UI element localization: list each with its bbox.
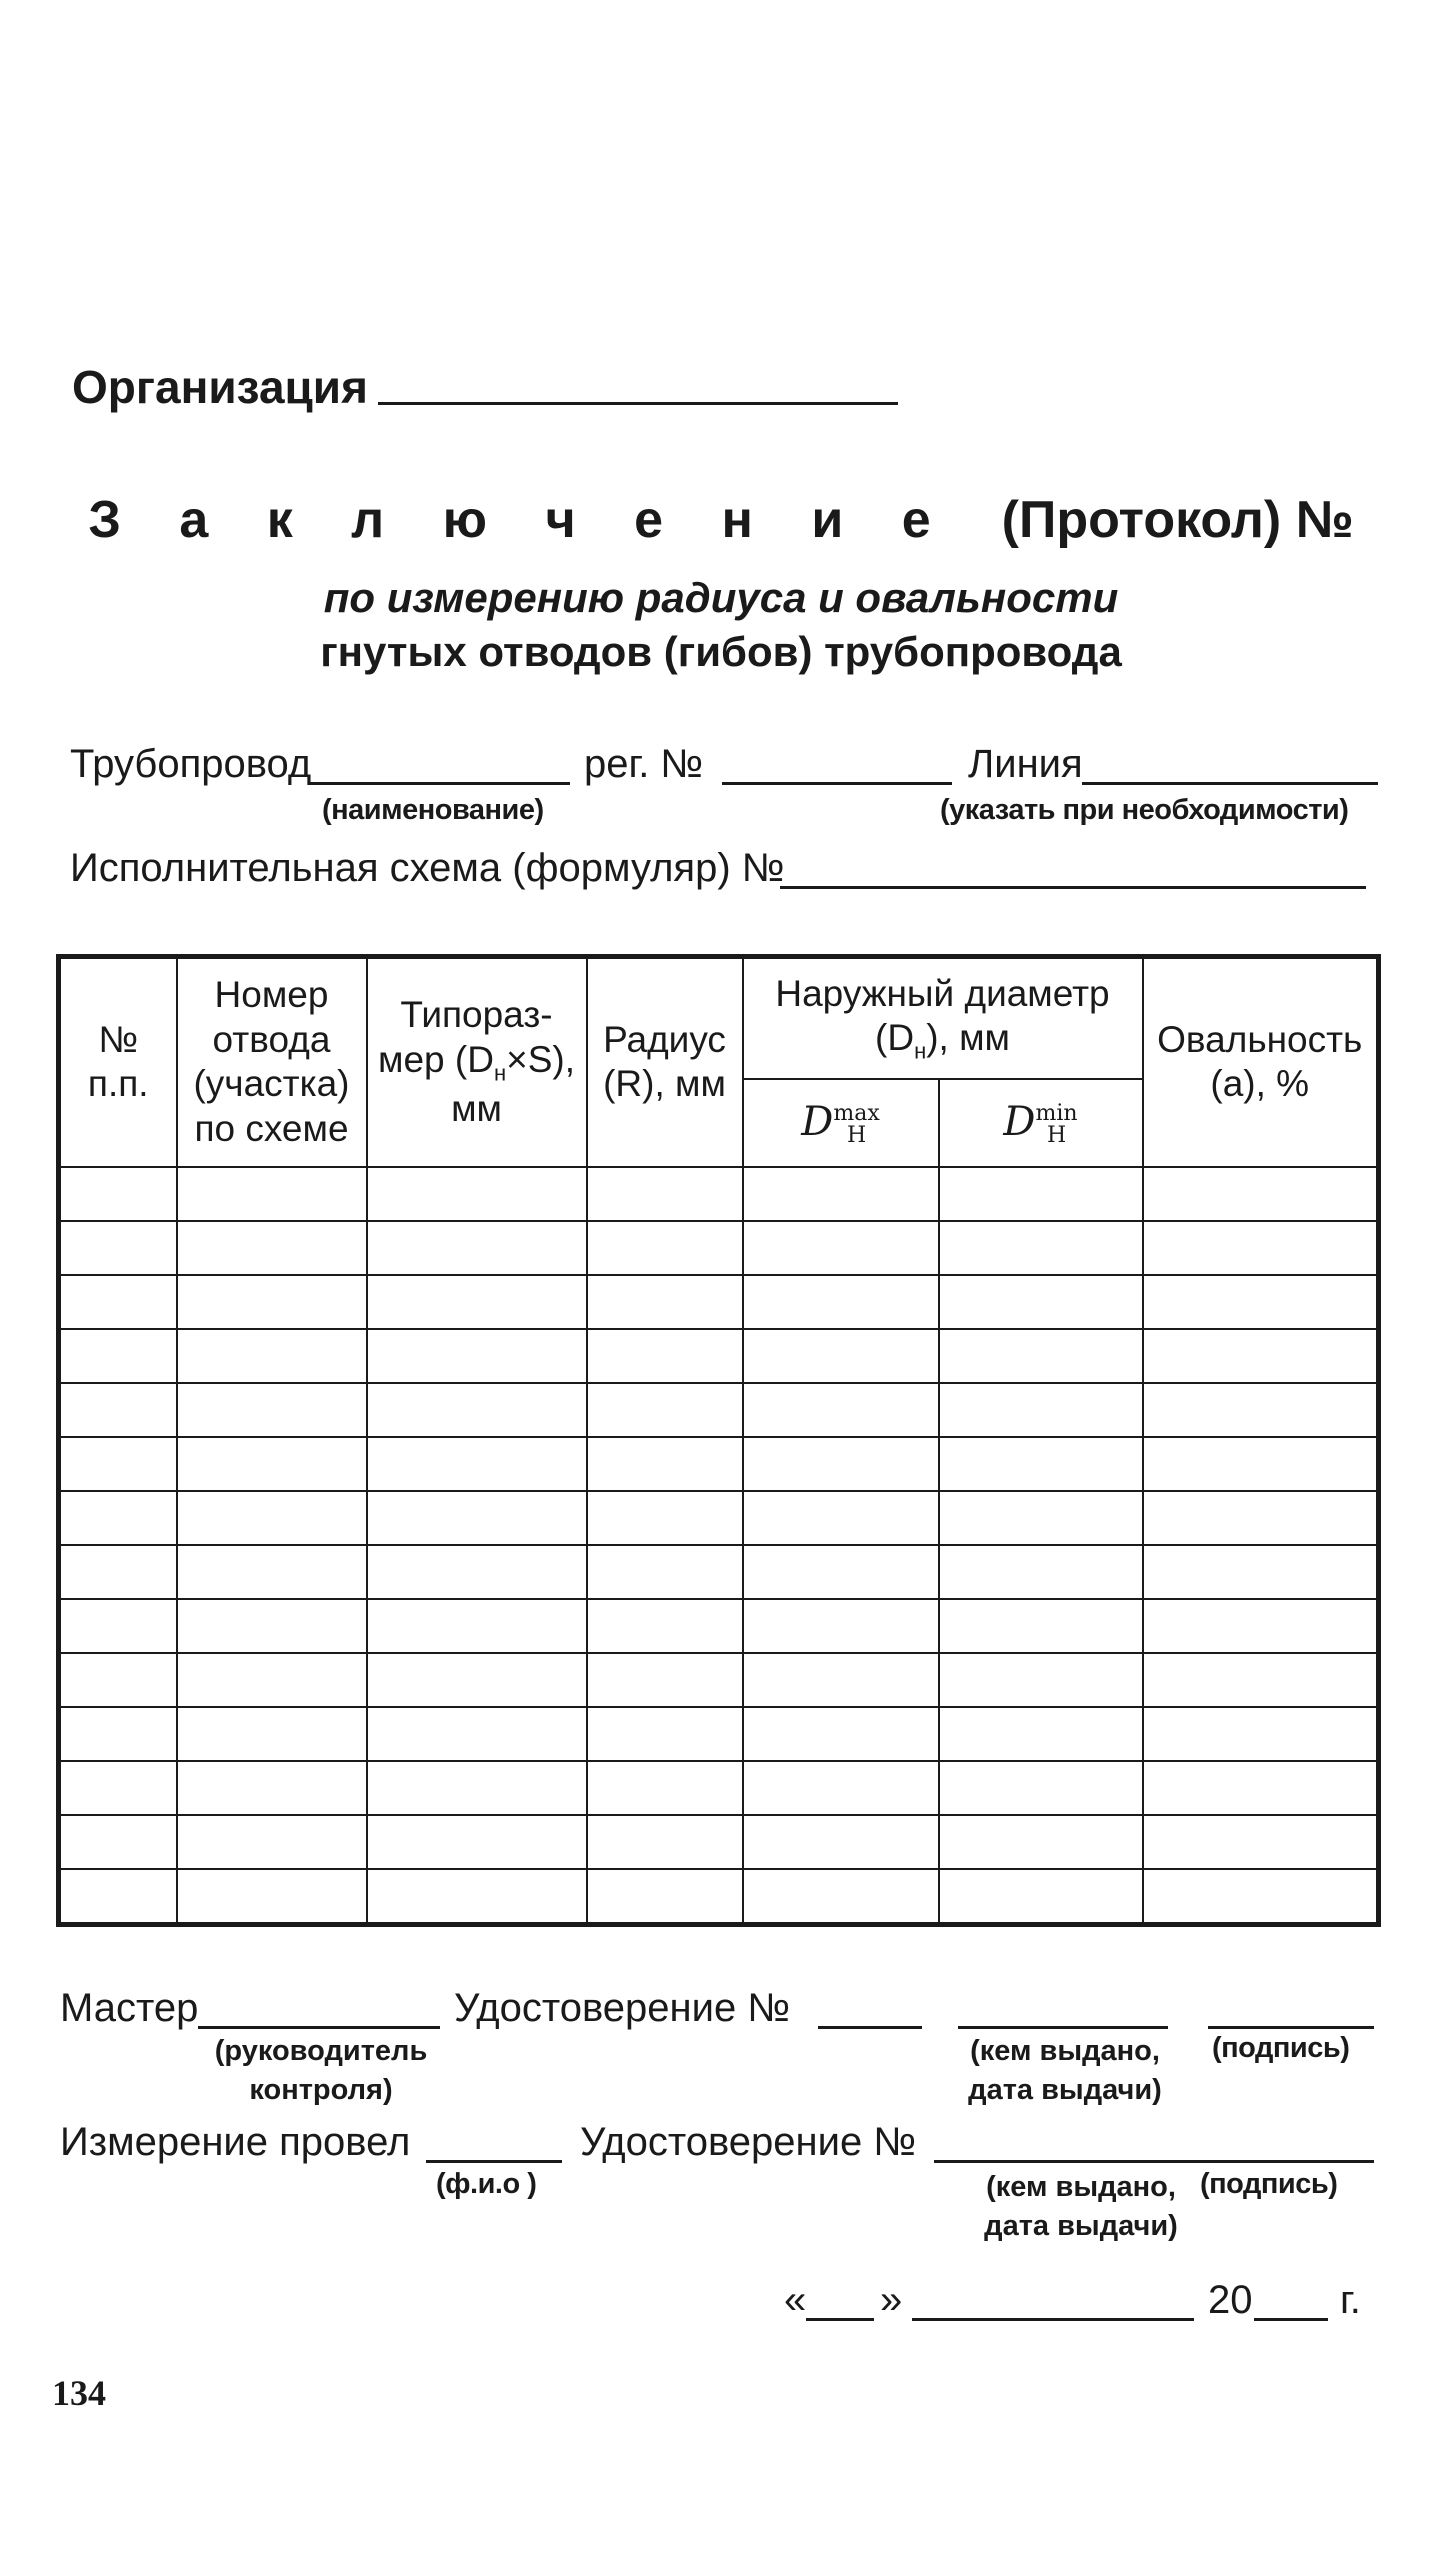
table-cell[interactable]: [177, 1815, 367, 1869]
measured-label: Измерение провел: [60, 2120, 411, 2164]
table-cell[interactable]: [1143, 1437, 1379, 1491]
sign-hint-1: (подпись): [1212, 2032, 1350, 2064]
table-row: [59, 1761, 1379, 1815]
table-cell[interactable]: [939, 1761, 1143, 1815]
line-label: Линия: [968, 742, 1083, 786]
table-cell[interactable]: [587, 1437, 743, 1491]
table-cell[interactable]: [743, 1329, 939, 1383]
table-row: [59, 1653, 1379, 1707]
table-cell[interactable]: [939, 1599, 1143, 1653]
master-label: Мастер: [60, 1986, 199, 2030]
table-cell[interactable]: [367, 1815, 587, 1869]
header-radius-line2: (R), мм: [603, 1063, 726, 1105]
line-hint: (указать при необходимости): [940, 794, 1349, 826]
table-row: [59, 1437, 1379, 1491]
organization-field[interactable]: [378, 402, 898, 405]
table-cell[interactable]: [587, 1167, 743, 1221]
table-cell[interactable]: [1143, 1221, 1379, 1275]
signature-field-1[interactable]: [1208, 2026, 1374, 2029]
table-cell[interactable]: [59, 1167, 177, 1221]
organization-label: Организация: [72, 361, 368, 413]
table-cell[interactable]: [177, 1437, 367, 1491]
table-cell[interactable]: [177, 1653, 367, 1707]
header-branch: [177, 957, 367, 1167]
table-cell[interactable]: [177, 1707, 367, 1761]
table-cell[interactable]: [177, 1167, 367, 1221]
table-cell[interactable]: [59, 1383, 177, 1437]
header-branch-line1: Номер: [214, 974, 329, 1016]
table-cell[interactable]: [1143, 1707, 1379, 1761]
table-cell[interactable]: [743, 1869, 939, 1925]
table-cell[interactable]: [1143, 1761, 1379, 1815]
date-day-field[interactable]: [806, 2318, 874, 2321]
table-row: [59, 1491, 1379, 1545]
table-cell[interactable]: [743, 1761, 939, 1815]
table-cell[interactable]: [177, 1275, 367, 1329]
table-cell[interactable]: [1143, 1491, 1379, 1545]
table-cell[interactable]: [1143, 1275, 1379, 1329]
table-cell[interactable]: [367, 1167, 587, 1221]
table-cell[interactable]: [59, 1599, 177, 1653]
header-size-line3: мм: [451, 1087, 502, 1129]
table-cell[interactable]: [59, 1869, 177, 1925]
header-radius: [587, 957, 743, 1167]
fio-hint: (ф.и.о ): [436, 2168, 537, 2200]
table-cell[interactable]: [1143, 1869, 1379, 1925]
table-cell[interactable]: [587, 1761, 743, 1815]
pipeline-name-field[interactable]: [310, 782, 570, 785]
issued-field-1[interactable]: [958, 2026, 1168, 2029]
table-cell[interactable]: [367, 1707, 587, 1761]
table-cell[interactable]: [177, 1221, 367, 1275]
measurement-table: [56, 954, 1381, 1927]
issued-hint-1: (кем выдано, дата выдачи): [968, 2035, 1162, 2107]
table-cell[interactable]: [59, 1653, 177, 1707]
date-year-suffix: г.: [1340, 2278, 1361, 2322]
table-cell[interactable]: [587, 1383, 743, 1437]
table-cell[interactable]: [587, 1599, 743, 1653]
table-cell[interactable]: [1143, 1653, 1379, 1707]
page-number: 134: [52, 2373, 106, 2413]
table-row: [59, 1815, 1379, 1869]
table-cell[interactable]: [1143, 1167, 1379, 1221]
table-cell[interactable]: [939, 1815, 1143, 1869]
table-cell[interactable]: [177, 1383, 367, 1437]
header-ovality-line1: Овальность: [1157, 1018, 1363, 1060]
table-cell[interactable]: [1143, 1329, 1379, 1383]
table-cell[interactable]: [59, 1275, 177, 1329]
header-size-line2: мер $(D_н\times S)$,: [378, 1038, 575, 1086]
table-cell[interactable]: [587, 1491, 743, 1545]
table-cell[interactable]: [939, 1329, 1143, 1383]
table-cell[interactable]: [743, 1383, 939, 1437]
table-cell[interactable]: [743, 1221, 939, 1275]
title-line3: гнутых отводов (гибов) трубопровода: [320, 628, 1122, 675]
table-cell[interactable]: [587, 1815, 743, 1869]
scheme-number-field[interactable]: [780, 886, 1366, 889]
title-line2: по измерению радиуса и овальности: [323, 574, 1119, 621]
table-cell[interactable]: [177, 1329, 367, 1383]
table-cell[interactable]: [939, 1491, 1143, 1545]
table-cell[interactable]: [587, 1707, 743, 1761]
table-cell[interactable]: [587, 1275, 743, 1329]
table-cell[interactable]: [59, 1815, 177, 1869]
table-cell[interactable]: [939, 1221, 1143, 1275]
table-cell[interactable]: [587, 1545, 743, 1599]
table-cell[interactable]: [743, 1275, 939, 1329]
scheme-label: Исполнительная схема (формуляр) №: [70, 846, 785, 890]
date-year-prefix: 20: [1208, 2278, 1253, 2322]
table-row: [59, 1599, 1379, 1653]
master-field[interactable]: [198, 2026, 440, 2029]
table-cell[interactable]: [367, 1437, 587, 1491]
header-branch-line4: по схеме: [194, 1107, 349, 1149]
document-title: [0, 490, 1442, 550]
table-cell[interactable]: [59, 1761, 177, 1815]
cert-label-2: Удостоверение №: [580, 2120, 917, 2164]
table-cell[interactable]: [177, 1491, 367, 1545]
header-ovality-line2: (a), %: [1210, 1063, 1310, 1105]
table-cell[interactable]: [1143, 1545, 1379, 1599]
pipeline-label: Трубопровод: [70, 742, 312, 786]
table-cell[interactable]: [367, 1221, 587, 1275]
date-close-quote: »: [880, 2278, 903, 2322]
issued-signature-field-2[interactable]: [934, 2160, 1374, 2163]
line-field[interactable]: [1082, 782, 1378, 785]
table-cell[interactable]: [939, 1383, 1143, 1437]
cert-label-1: Удостоверение №: [454, 1986, 791, 2030]
date-open-quote: «: [784, 2278, 807, 2322]
fio-field[interactable]: [426, 2160, 562, 2163]
table-cell[interactable]: [367, 1383, 587, 1437]
table-cell[interactable]: [367, 1545, 587, 1599]
date-year-field[interactable]: [1254, 2318, 1328, 2321]
table-cell[interactable]: [367, 1653, 587, 1707]
table-cell[interactable]: [743, 1599, 939, 1653]
cert-number-field-1[interactable]: [818, 2026, 922, 2029]
table-cell[interactable]: [367, 1599, 587, 1653]
header-diameter: [743, 957, 1143, 1079]
table-cell[interactable]: [587, 1653, 743, 1707]
table-cell[interactable]: [743, 1437, 939, 1491]
title-spaced: З а к л ю ч е н и е: [88, 491, 953, 549]
table-cell[interactable]: [743, 1707, 939, 1761]
title-protocol: (Протокол) №: [1001, 491, 1354, 549]
table-cell[interactable]: [939, 1275, 1143, 1329]
table-cell[interactable]: [743, 1653, 939, 1707]
table-cell[interactable]: [367, 1869, 587, 1925]
table-cell[interactable]: [743, 1545, 939, 1599]
table-row: [59, 1275, 1379, 1329]
table-cell[interactable]: [587, 1329, 743, 1383]
table-cell[interactable]: [939, 1653, 1143, 1707]
table-cell[interactable]: [59, 1437, 177, 1491]
table-cell[interactable]: [177, 1761, 367, 1815]
table-cell[interactable]: [743, 1815, 939, 1869]
header-radius-line1: Радиус: [603, 1018, 726, 1060]
header-size: [367, 957, 587, 1167]
table-cell[interactable]: [59, 1491, 177, 1545]
table-cell[interactable]: [59, 1221, 177, 1275]
table-cell[interactable]: [177, 1599, 367, 1653]
header-branch-line3: (участка): [193, 1063, 350, 1105]
master-hint: (руководитель контроля): [214, 2035, 428, 2107]
table-cell[interactable]: [59, 1329, 177, 1383]
table-cell[interactable]: [939, 1545, 1143, 1599]
header-branch-line2: отвода: [212, 1018, 331, 1060]
header-number-line1: №: [98, 1018, 139, 1060]
header-size-line1: Типораз-: [400, 994, 553, 1036]
header-diameter-line1: Наружный диаметр: [775, 972, 1110, 1014]
table-cell[interactable]: [743, 1167, 939, 1221]
table-row: [59, 1545, 1379, 1599]
table-cell[interactable]: [587, 1869, 743, 1925]
header-number-line2: п.п.: [87, 1063, 149, 1105]
reg-number-field[interactable]: [722, 782, 952, 785]
table-row: [59, 1383, 1379, 1437]
table-cell[interactable]: [939, 1437, 1143, 1491]
table-row: [59, 1329, 1379, 1383]
table-row: [59, 1167, 1379, 1221]
table-cell[interactable]: [367, 1275, 587, 1329]
sign-hint-2: (подпись): [1200, 2168, 1338, 2200]
table-cell[interactable]: [1143, 1815, 1379, 1869]
table-cell[interactable]: [1143, 1599, 1379, 1653]
table-cell[interactable]: [367, 1761, 587, 1815]
table-cell[interactable]: [59, 1545, 177, 1599]
table-row: [59, 1221, 1379, 1275]
table-cell[interactable]: [743, 1491, 939, 1545]
reg-label: рег. №: [584, 742, 704, 786]
table-cell[interactable]: [177, 1545, 367, 1599]
table-row: [59, 1707, 1379, 1761]
header-dmin: D min Н: [939, 1079, 1143, 1167]
table-cell[interactable]: [587, 1221, 743, 1275]
table-cell[interactable]: [939, 1869, 1143, 1925]
issued-hint-2: (кем выдано, дата выдачи): [984, 2171, 1178, 2243]
table-cell[interactable]: [1143, 1383, 1379, 1437]
header-ovality: [1143, 957, 1379, 1167]
table-body: [59, 1167, 1379, 1925]
table-cell[interactable]: [367, 1491, 587, 1545]
table-cell[interactable]: [59, 1707, 177, 1761]
pipeline-name-hint: (наименование): [322, 794, 544, 826]
header-number: [59, 957, 177, 1167]
table-cell[interactable]: [939, 1167, 1143, 1221]
table-cell[interactable]: [367, 1329, 587, 1383]
header-diameter-line2: $(D_н)$, мм: [875, 1017, 1010, 1064]
table-cell[interactable]: [177, 1869, 367, 1925]
header-dmax: D max Н: [743, 1079, 939, 1167]
table-row: [59, 1869, 1379, 1925]
date-month-field[interactable]: [912, 2318, 1194, 2321]
table-cell[interactable]: [939, 1707, 1143, 1761]
